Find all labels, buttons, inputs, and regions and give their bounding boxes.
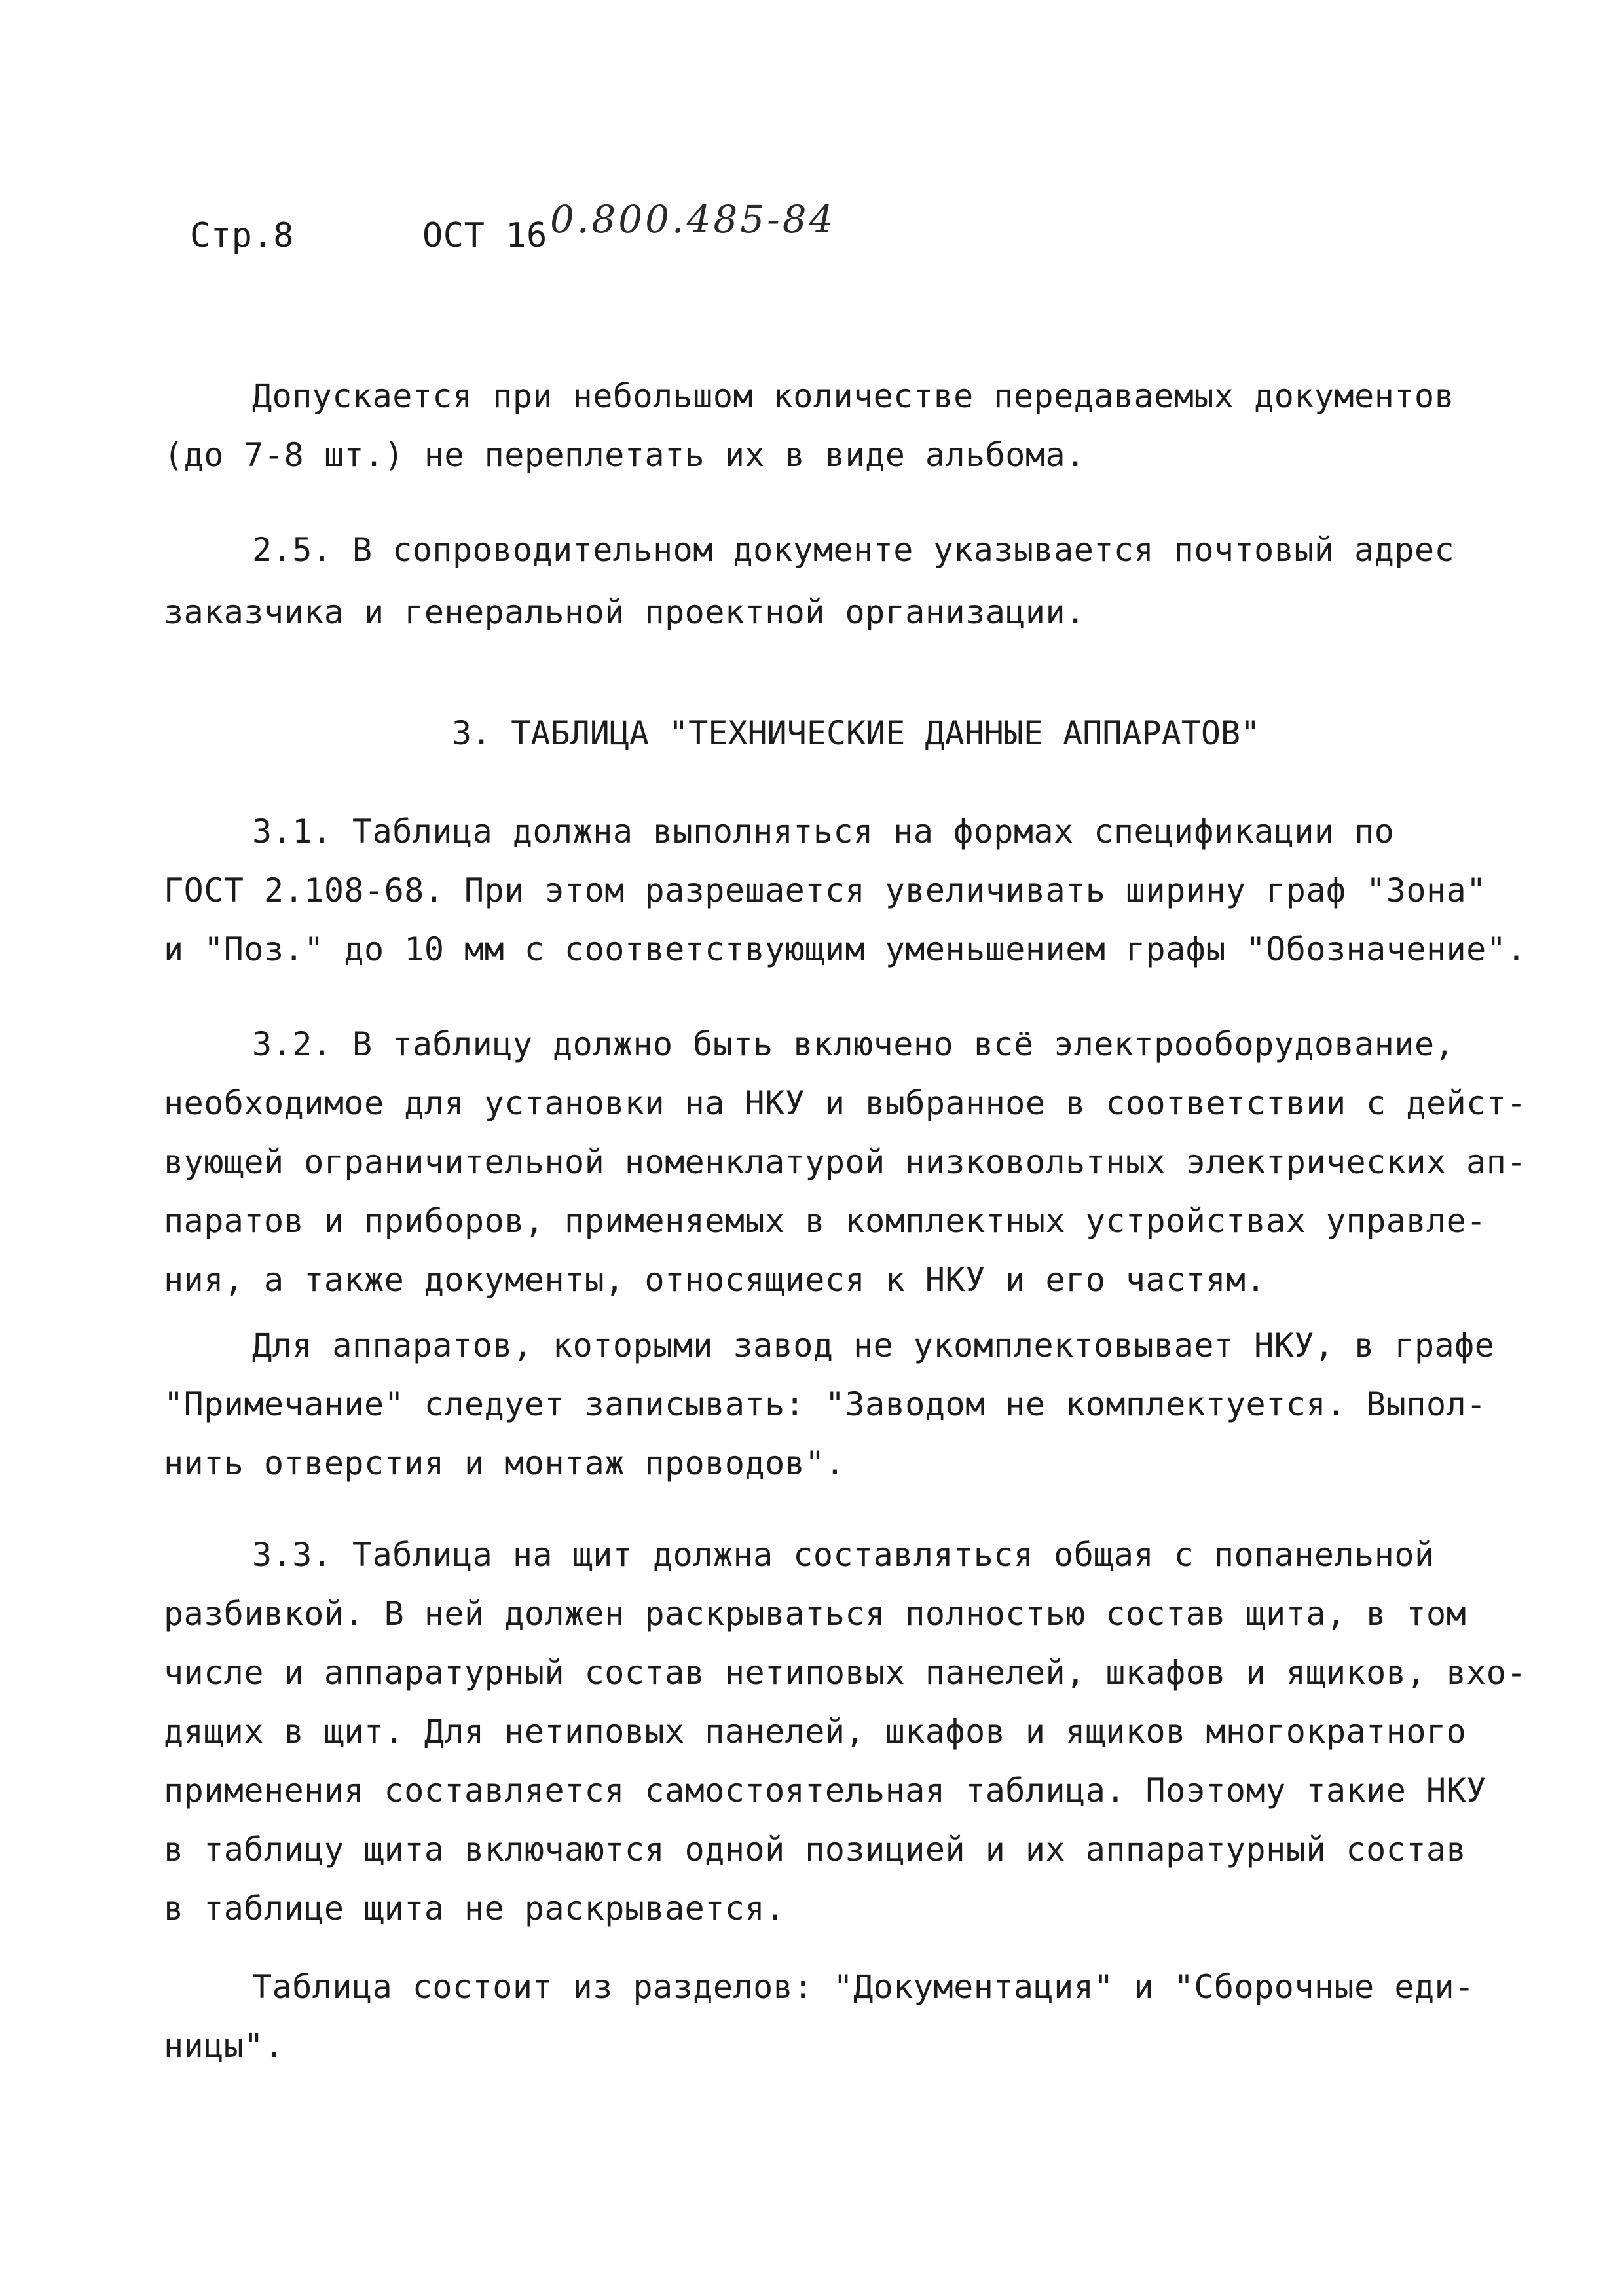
paragraph-3-3-line-4: дящих в щит. Для нетиповых панелей, шкафов и ящиков многократного	[164, 1713, 1467, 1751]
paragraph-3-3-line-1: 3.3. Таблица на щит должна составляться общая с попанельной	[252, 1536, 1435, 1574]
document-code-handwritten: 0.800.485-84	[550, 197, 836, 242]
paragraph-2-5-line-1: 2.5. В сопроводительном документе указывается почтовый адрес	[252, 531, 1455, 569]
section-3-heading: 3. ТАБЛИЦА "ТЕХНИЧЕСКИЕ ДАННЫЕ АППАРАТОВ"	[452, 714, 1261, 752]
paragraph-3-3-line-3: числе и аппаратурный состав нетиповых панелей, шкафов и ящиков, вхо-	[164, 1654, 1526, 1692]
paragraph-3-1-line-2: ГОСТ 2.108-68. При этом разрешается увеличивать ширину граф "Зона"	[164, 871, 1486, 909]
paragraph-3-2-line-3: вующей ограничительной номенклатурой низковольтных электрических ап-	[164, 1143, 1526, 1181]
paragraph-3-1-line-3: и "Поз." до 10 мм с соответствующим уменьшением графы "Обозначение".	[164, 930, 1526, 968]
paragraph-2-5-line-2: заказчика и генеральной проектной организации.	[164, 593, 1086, 631]
paragraph-3-2-line-5: ния, а также документы, относящиеся к НКУ и его частям.	[164, 1261, 1266, 1299]
paragraph-3-2b-line-3: нить отверстия и монтаж проводов".	[164, 1444, 845, 1482]
paragraph-3-3-line-7: в таблице щита не раскрывается.	[164, 1889, 785, 1927]
document-code-printed: ОСТ 16	[422, 216, 547, 255]
paragraph-3-3b-line-2: ницы".	[164, 2027, 284, 2065]
paragraph-3-2b-line-1: Для аппаратов, которыми завод не укомплектовывает НКУ, в графе	[252, 1326, 1495, 1364]
paragraph-3-2b-line-2: "Примечание" следует записывать: "Заводом не комплектуется. Выпол-	[164, 1385, 1486, 1423]
paragraph-3-2-line-2: необходимое для установки на НКУ и выбранное в соответствии с дейст-	[164, 1084, 1526, 1122]
paragraph-3-3-line-6: в таблицу щита включаются одной позицией и их аппаратурный состав	[164, 1831, 1467, 1868]
paragraph-3-1-line-1: 3.1. Таблица должна выполняться на формах спецификации по	[252, 812, 1395, 850]
paragraph-1-line-2: (до 7-8 шт.) не переплетать их в виде альбома.	[164, 436, 1086, 474]
paragraph-3-3-line-2: разбивкой. В ней должен раскрываться полностью состав щита, в том	[164, 1595, 1467, 1633]
paragraph-3-2-line-1: 3.2. В таблицу должно быть включено всё электрооборудование,	[252, 1025, 1455, 1063]
page-number: Стр.8	[190, 216, 295, 255]
paragraph-3-2-line-4: паратов и приборов, применяемых в комплектных устройствах управле-	[164, 1202, 1486, 1240]
paragraph-3-3b-line-1: Таблица состоит из разделов: "Документация" и "Сборочные еди-	[252, 1968, 1475, 2006]
paragraph-1-line-1: Допускается при небольшом количестве передаваемых документов	[252, 377, 1455, 415]
paragraph-3-3-line-5: применения составляется самостоятельная таблица. Поэтому такие НКУ	[164, 1772, 1486, 1810]
